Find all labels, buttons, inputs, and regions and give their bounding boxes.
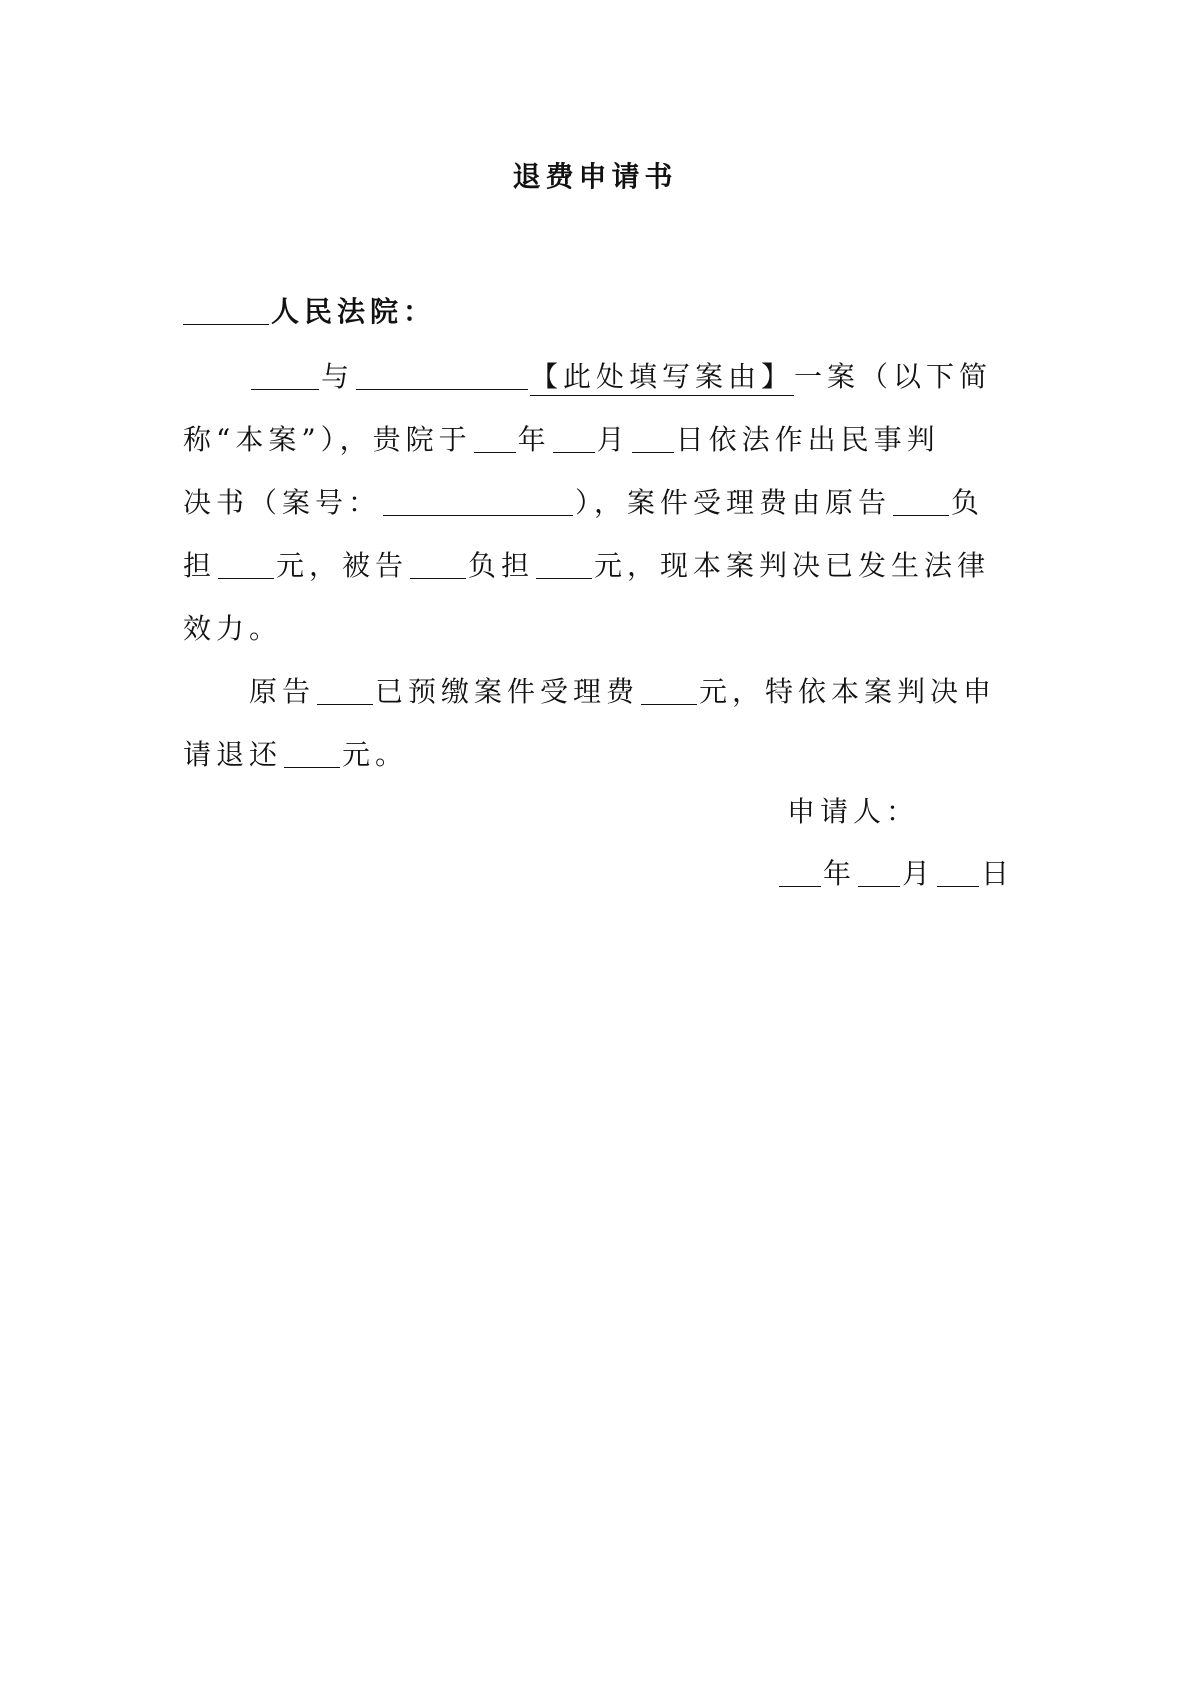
- paragraph1-line5: [183, 597, 1023, 660]
- addressee-line: [183, 280, 1023, 343]
- line4-c-text: 负担: [468, 549, 535, 582]
- line4-b-text: 元，被告: [276, 549, 409, 582]
- sign-month-text: 月: [902, 857, 936, 890]
- addressee-suffix: 人民法院：: [271, 295, 437, 328]
- judgment-day-blank[interactable]: [632, 422, 674, 453]
- line4-d-text: 元，现本案判决已发生法律: [594, 549, 991, 582]
- line5-text: 效力。: [183, 612, 283, 645]
- month-text: 月: [596, 423, 630, 456]
- year-text: 年: [517, 423, 551, 456]
- defendant-amount-blank[interactable]: [536, 548, 592, 579]
- party-a-blank[interactable]: [251, 359, 319, 390]
- case-cause-placeholder[interactable]: 【此处填写案由】: [530, 360, 794, 396]
- document-body: [183, 280, 1023, 786]
- connector-text: 与: [321, 360, 355, 393]
- signature-date: [777, 852, 1014, 892]
- line1-tail-text: 一案（以下简: [794, 360, 993, 393]
- defendant-name-blank[interactable]: [410, 548, 466, 579]
- line3-a-text: 决书（案号：: [183, 486, 382, 519]
- para2-a-text: 原告: [249, 675, 316, 708]
- line3-b-text: ），案件受理费由原告: [575, 486, 892, 519]
- paragraph2-line1: [183, 660, 1023, 723]
- applicant-label: 申请人：: [787, 795, 920, 828]
- plaintiff-amount-blank[interactable]: [218, 548, 274, 579]
- case-number-blank[interactable]: [383, 485, 573, 516]
- paragraph1-line2: [183, 408, 1023, 471]
- para2-d-text: 请退还: [183, 738, 283, 771]
- paragraph1-line1: [183, 345, 1023, 408]
- refund-amount-blank[interactable]: [284, 737, 340, 768]
- plaintiff-name-blank[interactable]: [893, 485, 949, 516]
- sign-day-blank[interactable]: [937, 856, 979, 887]
- paragraph1-line3: [183, 471, 1023, 534]
- line4-a-text: 担: [183, 549, 217, 582]
- document-title: 退费申请书: [512, 160, 678, 193]
- party-b-blank[interactable]: [356, 359, 528, 390]
- prepaid-plaintiff-blank[interactable]: [317, 674, 373, 705]
- para2-b-text: 已预缴案件受理费: [375, 675, 640, 708]
- para2-c-text: 元，特依本案判决申: [699, 675, 997, 708]
- sign-year-blank[interactable]: [779, 856, 821, 887]
- sign-day-text: 日: [981, 857, 1015, 890]
- sign-year-text: 年: [823, 857, 857, 890]
- sign-month-blank[interactable]: [858, 856, 900, 887]
- court-name-blank[interactable]: [183, 294, 269, 325]
- judgment-month-blank[interactable]: [553, 422, 595, 453]
- line2-a-text: 称“本案”），贵院于: [183, 423, 472, 456]
- prepaid-amount-blank[interactable]: [641, 674, 697, 705]
- judgment-year-blank[interactable]: [474, 422, 516, 453]
- paragraph1-line4: [183, 534, 1023, 597]
- para2-e-text: 元。: [342, 738, 409, 771]
- paragraph2-line2: [183, 723, 1023, 786]
- line2-b-text: 日依法作出民事判: [675, 423, 940, 456]
- line3-c-text: 负: [951, 486, 985, 519]
